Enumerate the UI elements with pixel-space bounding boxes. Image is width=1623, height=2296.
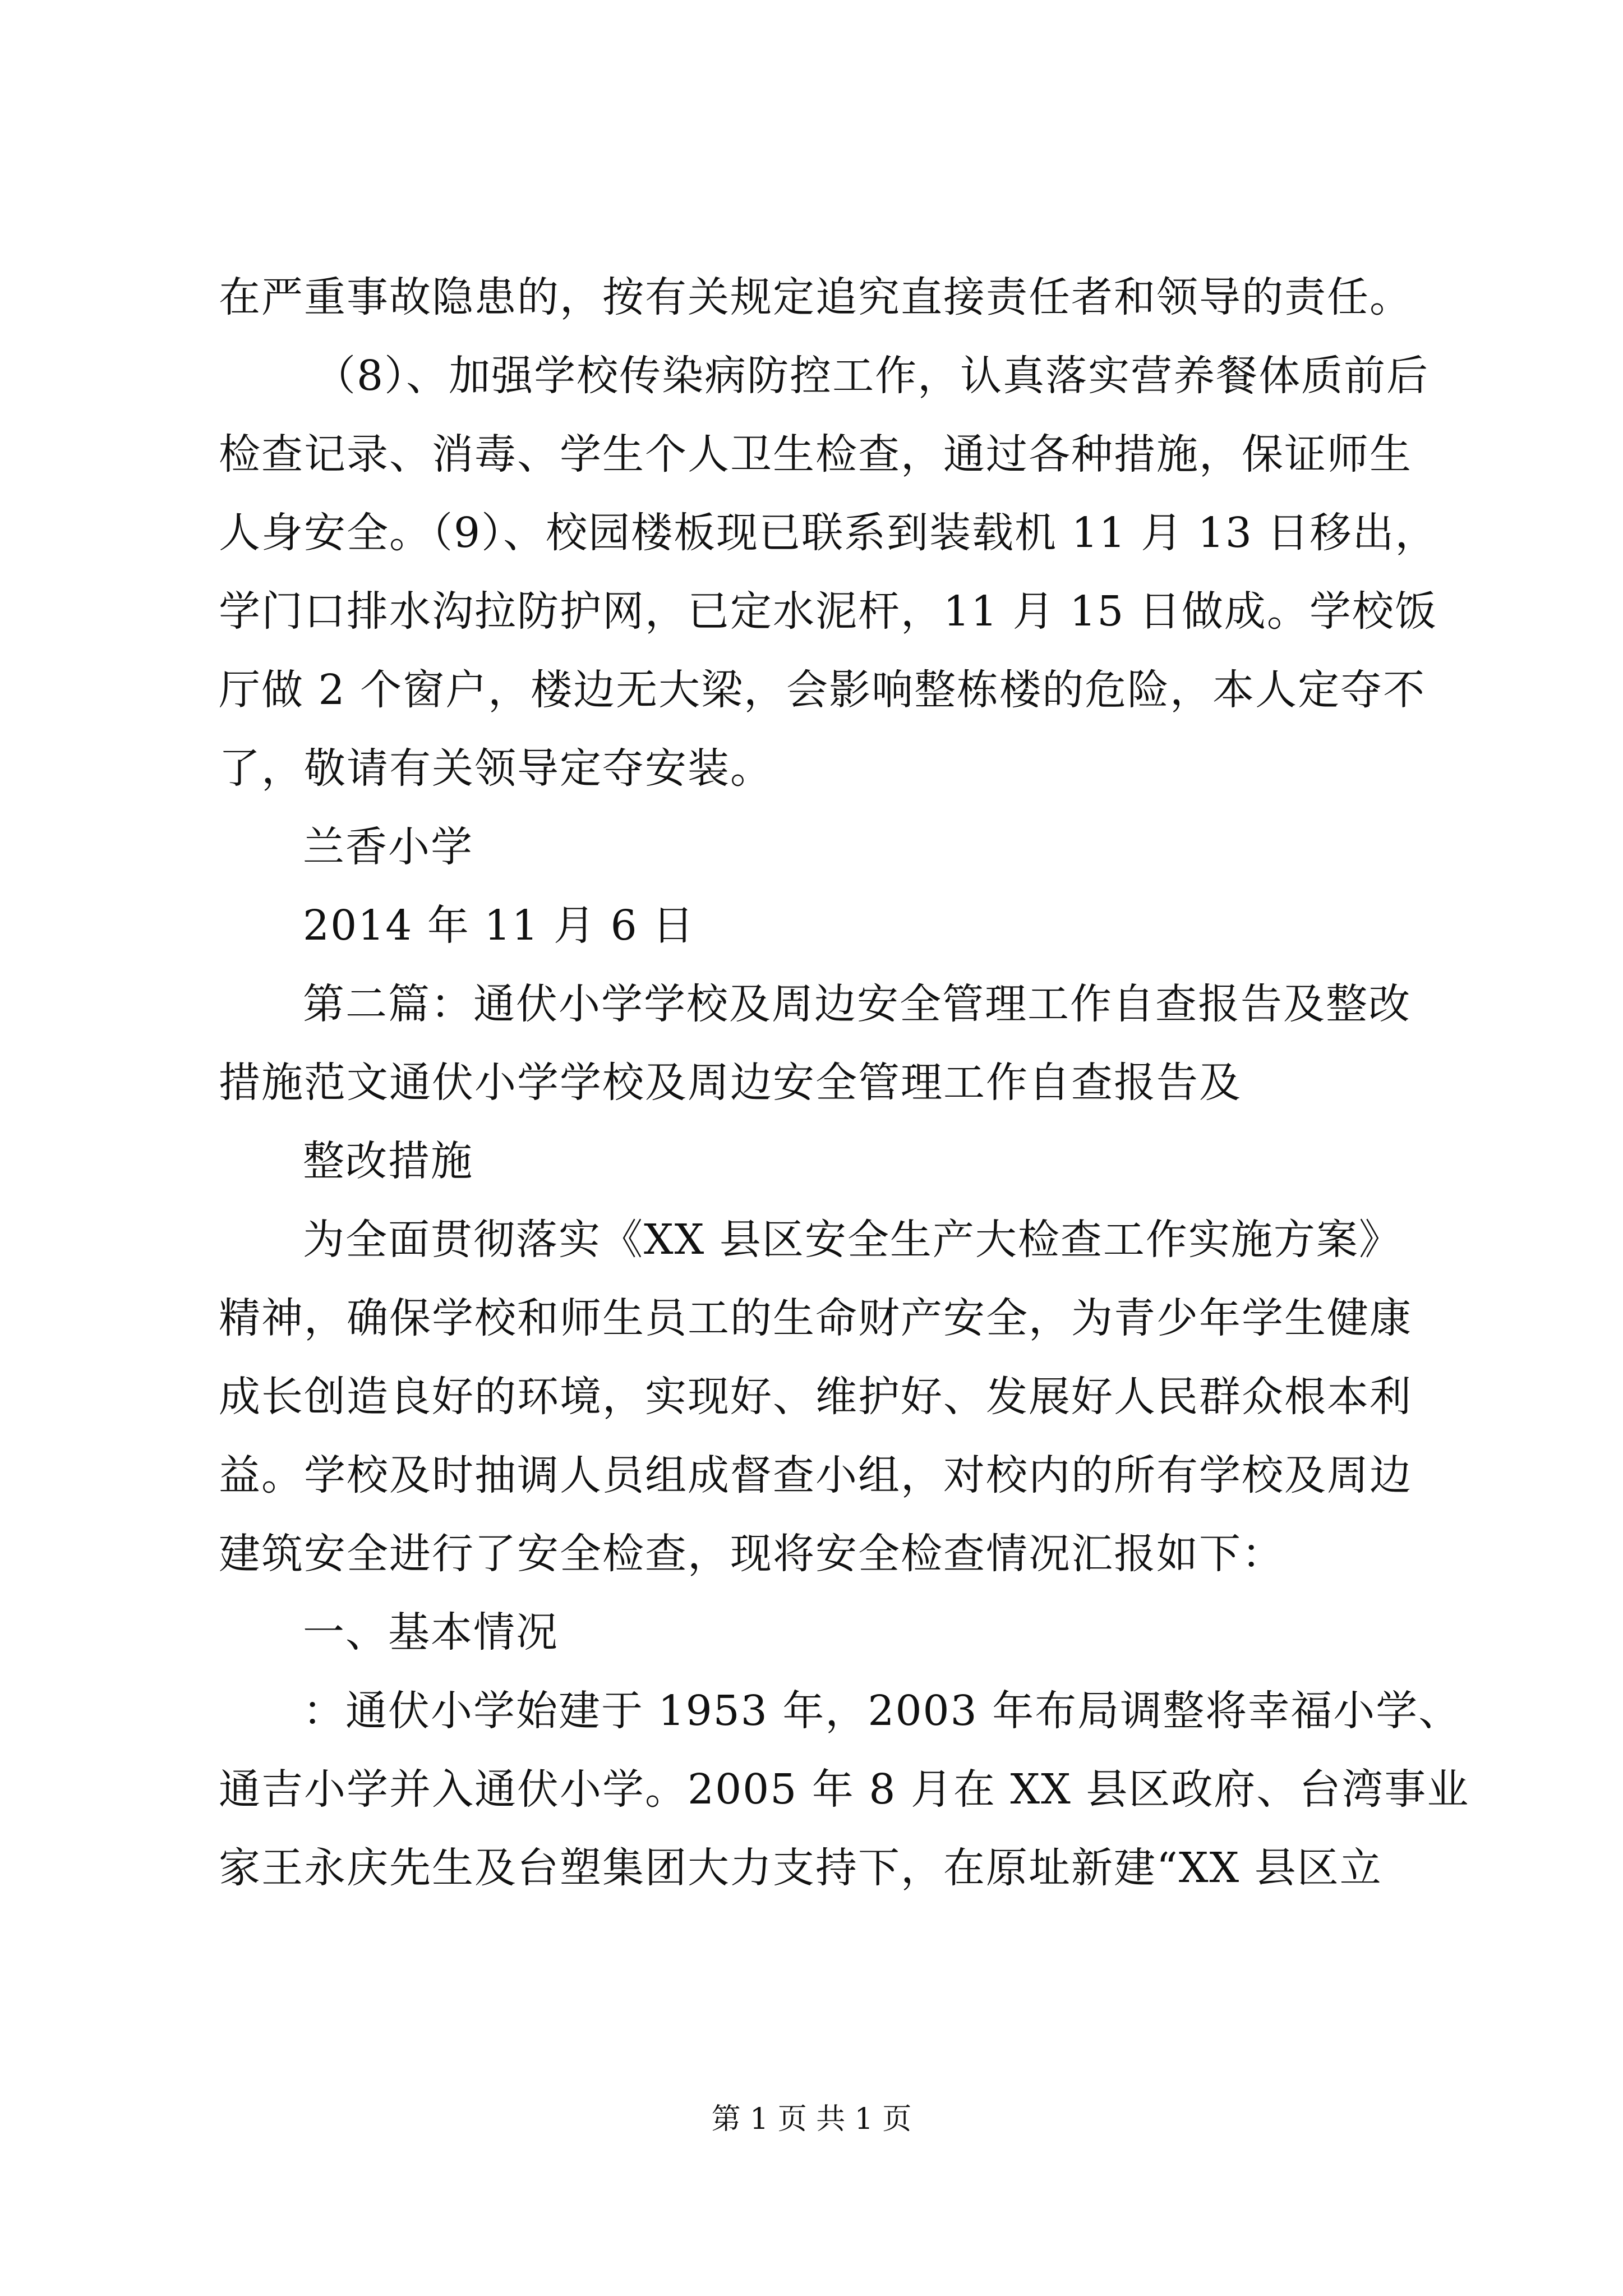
section-title-line: 措施范文通伏小学学校及周边安全管理工作自查报告及	[219, 1059, 1242, 1107]
body-text-line: 为全面贯彻落实《XX 县区安全生产大检查工作实施方案》	[303, 1216, 1401, 1264]
body-text-line: 建筑安全进行了安全检查，现将安全检查情况汇报如下：	[219, 1530, 1284, 1578]
body-text-line: ：通伏小学始建于 1953 年，2003 年布局调整将幸福小学、	[303, 1687, 1461, 1735]
body-text-line: 益。学校及时抽调人员组成督查小组，对校内的所有学校及周边	[219, 1451, 1412, 1499]
body-text-line: 通吉小学并入通伏小学。2005 年 8 月在 XX 县区政府、台湾事业	[219, 1765, 1470, 1814]
body-text-line: 学门口排水沟拉防护网，已定水泥杆，11 月 15 日做成。学校饭	[219, 587, 1437, 636]
body-text-line: （8）、加强学校传染病防控工作，认真落实营养餐体质前后	[314, 352, 1430, 400]
body-text-line: 厅做 2 个窗户，楼边无大梁，会影响整栋楼的危险，本人定夺不	[219, 666, 1426, 714]
body-text-line: 了，敬请有关领导定夺安装。	[219, 744, 773, 793]
subsection-heading: 一、基本情况	[303, 1608, 559, 1657]
page-footer: 第 1 页 共 1 页	[711, 2102, 912, 2136]
section-title-line: 第二篇：通伏小学学校及周边安全管理工作自查报告及整改	[303, 980, 1411, 1028]
body-text-line: 人身安全。（9）、校园楼板现已联系到装载机 11 月 13 日移出，	[219, 509, 1438, 557]
signature-school-name: 兰香小学	[303, 823, 473, 871]
body-text-line: 在严重事故隐患的，按有关规定追究直接责任者和领导的责任。	[219, 273, 1412, 321]
body-text-line: 家王永庆先生及台塑集团大力支持下，在原址新建“XX 县区立	[219, 1844, 1382, 1892]
section-title-line: 整改措施	[303, 1137, 473, 1185]
body-text-line: 检查记录、消毒、学生个人卫生检查，通过各种措施，保证师生	[219, 430, 1412, 478]
body-text-line: 成长创造良好的环境，实现好、维护好、发展好人民群众根本利	[219, 1373, 1412, 1421]
signature-date: 2014 年 11 月 6 日	[303, 901, 695, 950]
body-text-line: 精神，确保学校和师生员工的生命财产安全，为青少年学生健康	[219, 1294, 1412, 1342]
